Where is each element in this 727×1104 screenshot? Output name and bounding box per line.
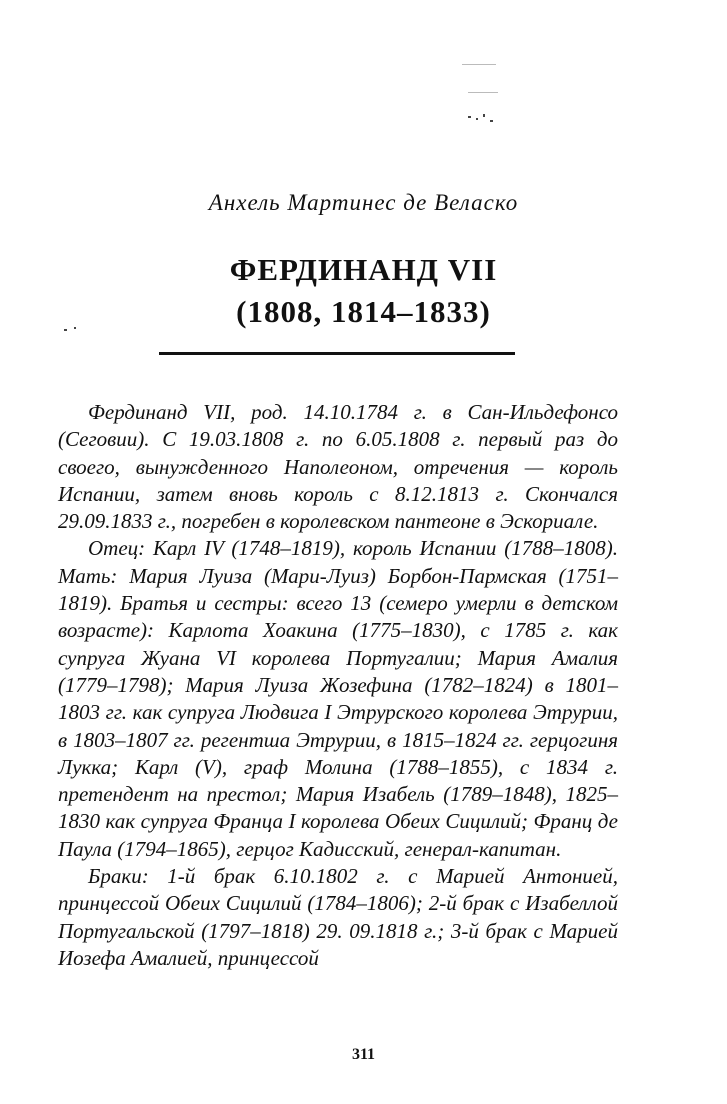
title-divider	[159, 352, 515, 355]
scan-mark	[483, 114, 485, 117]
chapter-author: Анхель Мартинес де Веласко	[208, 190, 519, 215]
scan-mark	[476, 118, 478, 120]
chapter-title: ФЕРДИНАНД VII	[229, 252, 498, 287]
chapter-subtitle-years: (1808, 1814–1833)	[236, 294, 491, 329]
paragraph-marriages: Браки: 1-й брак 6.10.1802 г. с Марией Антонией, принцессой Обеих Сицилий (1784–1806); 2-й брак с Изабеллой Португальской (1797–1818) 29. 09.1818 г.; 3-й брак с Марией Иозефа Амалией, принцессой	[58, 864, 618, 970]
page-number: 311	[351, 1046, 376, 1063]
scan-mark	[468, 92, 498, 93]
scan-mark	[468, 116, 471, 118]
paragraph-family: Отец: Карл IV (1748–1819), король Испании (1788–1808). Мать: Мария Луиза (Мари-Луиз) Борбон-Пармская (1751–1819). Братья и сестры: всего 13 (семеро умерли в детском возрасте): Карлота Хоакина (1775–1830), с 1785 г. как супруга Жуана VI королева Португалии; Мария Амалия (1779–1798); Мария Луиза Жозефина (1782–1824) в 1801–1803 гг. как супруга Людвига I Этрурского королева Этрурии, в 1803–1807 гг. регентша Этрурии, в 1815–1824 гг. герцогиня Лукка; Карл (V), граф Молина (1788–1855), с 1834 г. претендент на престол; Мария Изабель (1789–1848), 1825–1830 как супруга Франца I королева Обеих Сицилий; Франц де Паула (1794–1865), герцог Кадисский, генерал-капитан.	[58, 536, 618, 861]
body-text	[58, 399, 618, 972]
paragraph-biography: Фердинанд VII, род. 14.10.1784 г. в Сан-Ильдефонсо (Сеговии). С 19.03.1808 г. по 6.05.1808 г. первый раз до своего, вынужденного Наполеоном, отречения — король Испании, затем вновь король с 8.12.1813 г. Скончался 29.09.1833 г., погребен в королевском пантеоне в Эскориале.	[58, 400, 618, 534]
scan-mark	[490, 120, 493, 122]
scan-mark	[462, 64, 496, 65]
